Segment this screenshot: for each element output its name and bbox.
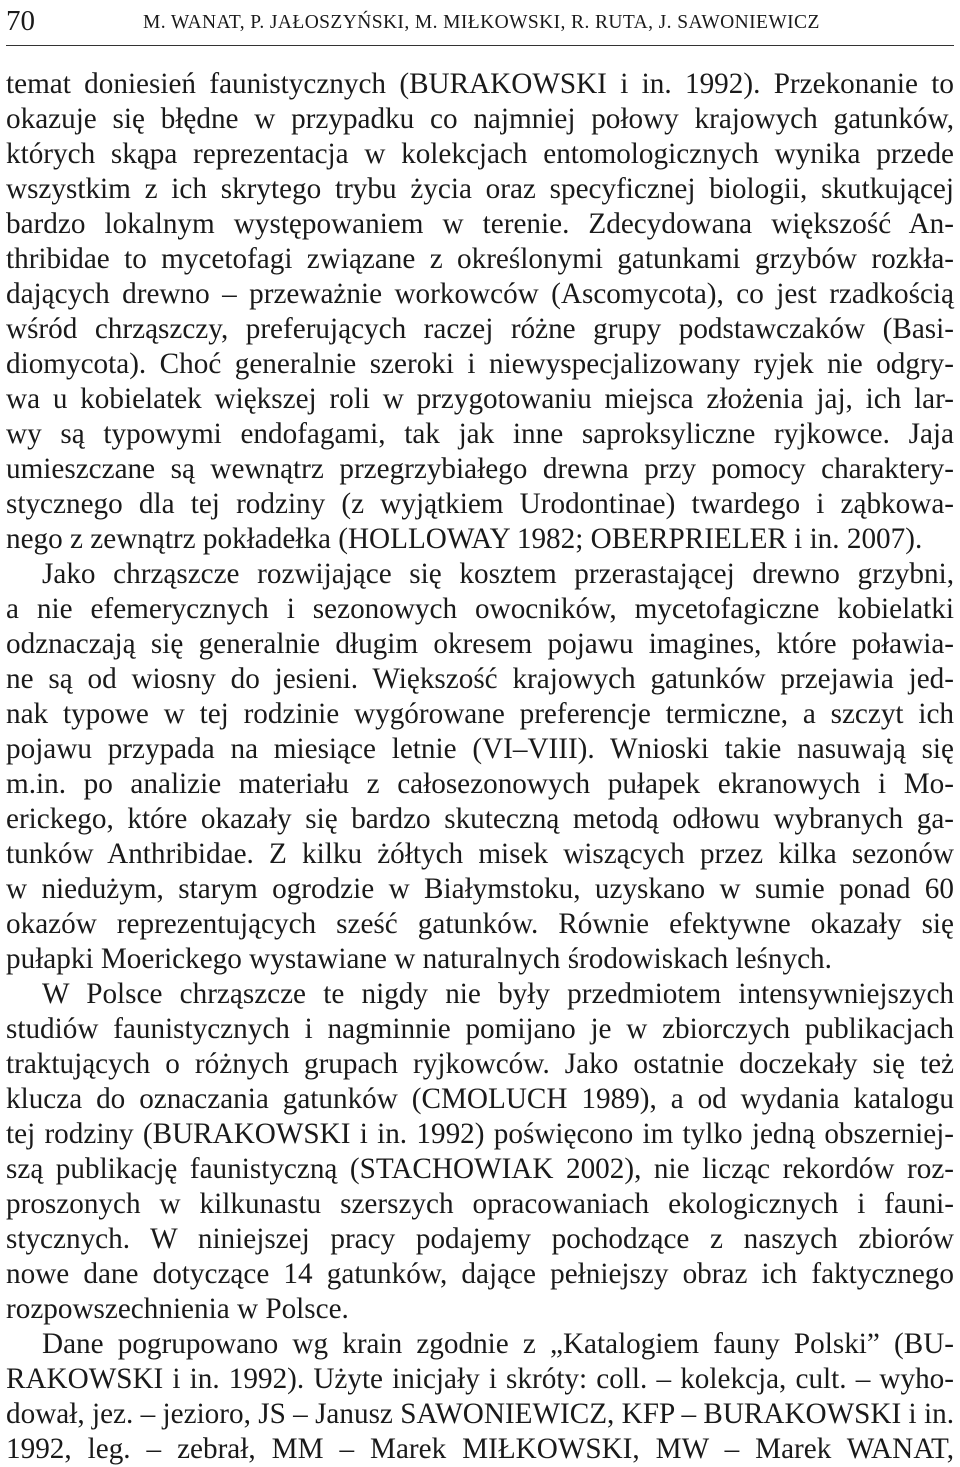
text-line: nowe dane dotyczące 14 gatunków, dające pełniejszy obraz ich faktycznego (6, 1258, 954, 1290)
text-line: studiów faunistycznych i nagminnie pomijano je w zbiorczych publikacjach (6, 1013, 954, 1045)
text-line: dował, jez. – jezioro, JS – Janusz SAWONIEWICZ, KFP – BURAKOWSKI i in. (6, 1398, 954, 1430)
text-line: których skąpa reprezentacja w kolekcjach entomologicznych wynika przede (6, 138, 954, 170)
page-number: 70 (6, 5, 35, 37)
text-line: W Polsce chrząszcze te nigdy nie były przedmiotem intensywniejszych (42, 978, 954, 1010)
text-line: w niedużym, starym ogrodzie w Białymstoku, uzyskano w sumie ponad 60 (6, 873, 954, 905)
text-line: stycznego dla tej rodziny (z wyjątkiem Urodontinae) twardego i ząbkowa- (6, 488, 954, 520)
text-line: proszonych w kilkunastu szerszych opracowaniach ekologicznych i fauni- (6, 1188, 954, 1220)
text-line: nak typowe w tej rodzinie wygórowane preferencje termiczne, a szczyt ich (6, 698, 954, 730)
text-line: stycznych. W niniejszej pracy podajemy pochodzące z naszych zbiorów (6, 1223, 954, 1255)
text-line: pułapki Moerickego wystawiane w naturalnych środowiskach leśnych. (6, 943, 832, 975)
body-text (6, 67, 954, 1467)
text-line: odznaczają się generalnie długim okresem pojawu imagines, które poławia- (6, 628, 954, 660)
text-line: 1992, leg. – zebrał, MM – Marek MIŁKOWSKI, MW – Marek WANAT, (6, 1433, 954, 1465)
text-line: Dane pogrupowano wg krain zgodnie z „Katalogiem fauny Polski” (BU- (42, 1328, 954, 1360)
text-line: bardzo lokalnym występowaniem w terenie. Zdecydowana większość An- (6, 208, 954, 240)
text-line: Jako chrząszcze rozwijające się kosztem przerastającej drewno grzybni, (42, 558, 954, 590)
text-line: klucza do oznaczania gatunków (CMOLUCH 1989), a od wydania katalogu (6, 1083, 954, 1115)
text-line: diomycota). Choć generalnie szeroki i niewyspecjalizowany ryjek nie odgry- (6, 348, 954, 380)
header-divider (6, 45, 954, 46)
text-line: wa u kobielatek większej roli w przygotowaniu miejsca złożenia jaj, ich lar- (6, 383, 954, 415)
text-line: a nie efemerycznych i sezonowych owocników, mycetofagiczne kobielatki (6, 593, 954, 625)
text-line: RAKOWSKI i in. 1992). Użyte inicjały i skróty: coll. – kolekcja, cult. – wyho- (6, 1363, 954, 1395)
text-line: wy są typowymi endofagami, tak jak inne saproksyliczne ryjkowce. Jaja (6, 418, 954, 450)
text-line: traktujących o różnych grupach ryjkowców. Jako ostatnie doczekały się też (6, 1048, 954, 1080)
text-line: okazuje się błędne w przypadku co najmniej połowy krajowych gatunków, (6, 103, 954, 135)
text-line: tej rodziny (BURAKOWSKI i in. 1992) poświęcono im tylko jedną obszerniej- (6, 1118, 954, 1150)
text-line: erickego, które okazały się bardzo skuteczną metodą odłowu wybranych ga- (6, 803, 954, 835)
text-line: rozpowszechnienia w Polsce. (6, 1293, 349, 1325)
text-line: tunków Anthribidae. Z kilku żółtych misek wiszących przez kilka sezonów (6, 838, 954, 870)
text-line: dających drewno – przeważnie workowców (Ascomycota), co jest rzadkością (6, 278, 954, 310)
running-head: M. WANAT, P. JAŁOSZYŃSKI, M. MIŁKOWSKI, R. RUTA, J. SAWONIEWICZ (143, 12, 820, 33)
text-line: pojawu przypada na miesiące letnie (VI–VIII). Wnioski takie nasuwają się (6, 733, 954, 765)
paragraph (6, 977, 954, 1327)
page-header (6, 4, 954, 40)
paragraph (6, 1327, 954, 1467)
text-line: thribidae to mycetofagi związane z określonymi gatunkami grzybów rozkła- (6, 243, 954, 275)
text-line: ne są od wiosny do jesieni. Większość krajowych gatunków przejawia jed- (6, 663, 954, 695)
text-line: wśród chrząszczy, preferujących raczej różne grupy podstawczaków (Basi- (6, 313, 954, 345)
text-line: nego z zewnątrz pokładełka (HOLLOWAY 1982; OBERPRIELER i in. 2007). (6, 523, 923, 555)
paragraph (6, 67, 954, 557)
text-line: temat doniesień faunistycznych (BURAKOWSKI i in. 1992). Przekonanie to (6, 68, 954, 100)
text-line: umieszczane są wewnątrz przegrzybiałego drewna przy pomocy charaktery- (6, 453, 954, 485)
text-line: szą publikację faunistyczną (STACHOWIAK 2002), nie licząc rekordów roz- (6, 1153, 954, 1185)
paragraph (6, 557, 954, 977)
text-line: okazów reprezentujących sześć gatunków. Równie efektywne okazały się (6, 908, 954, 940)
text-line: wszystkim z ich skrytego trybu życia oraz specyficznej biologii, skutkującej (6, 173, 954, 205)
text-line: m.in. po analizie materiału z całosezonowych pułapek ekranowych i Mo- (6, 768, 954, 800)
